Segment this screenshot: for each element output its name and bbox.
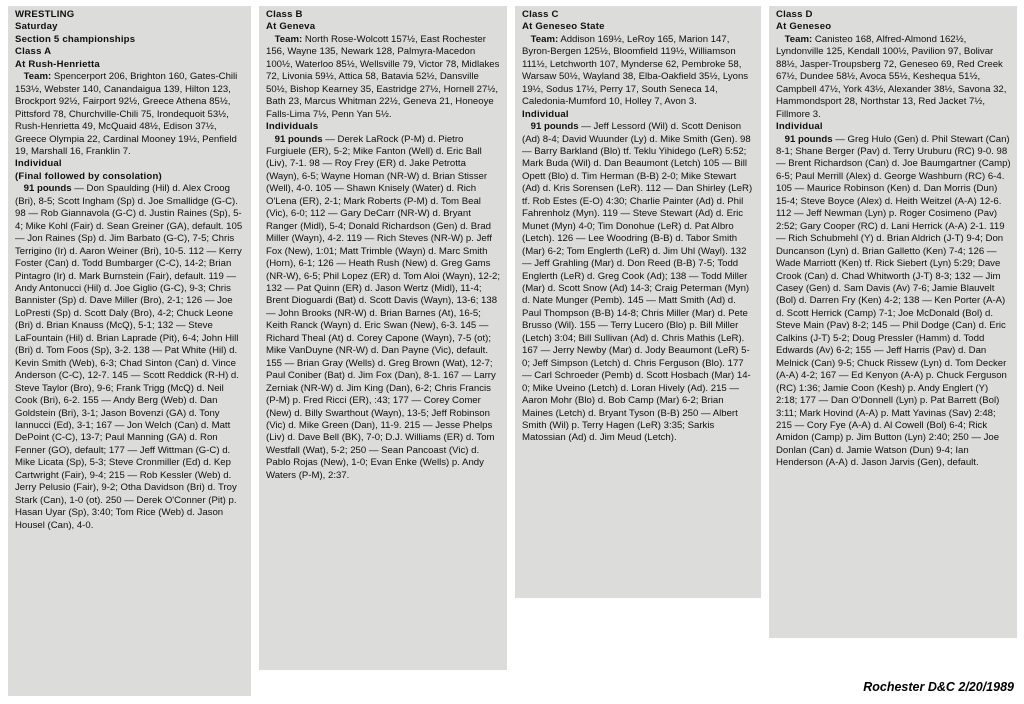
results-text: — Don Spaulding (Hil) d. Alex Croog (Bri), 8-5; Scott Ingham (Sp) d. Joe Smallidge (G-C). 98 — Rob Giannavola (G-C) d. Justin Raines (Sp), 5-4; Mike Kohl (Fair) d. Sean Greiner (GA), default. 105 — Jon Raines (Sp) d. Jim Barbato (G-C), 7-5; Chris Terrigino (Ir) d. Aaron Weiner (Bri), 10-5. 112 — Kerry Foster (Can) d. Todd Bumbarger (C-C), 14-2; Brian Pintagro (Ir) d. Mark Burnstein (Fair), default. 119 — Andy Antonucci (Hil) d. Joe Giglio (G-C), 9-3; Chris Bannister (Sp) d. Dave Miller (Bro), 2-1; 126 — Joe LoPresti (Sp) d. Scott Daly (Bro), 4-2; Chuck Leone (Bri) d. Brian Knauss (McQ), 5-1; 132 — Steve LaFountain (Hil) d. Brian Laprade (Pit), 6-4; John Hill (Bri) d. Tom Foos (Sp), 3-2. 138 — Pat White (Hil) d. Kevin Smith (Web), 6-3; Chad Sinton (Can) d. Vince Anderson (C-C), 12-7. 145 — Scott Reddick (R-H) d. Steve Taylor (Bro), 9-6; Frank Trigg (McQ) d. Neil Cook (Bri), 6-2. 155 — Andy Berg (Web) d. Dan Goldstein (Bri), 3-1; Jason Bovenzi (GA) d. Tony Iannucci (Ed), 3-1; 167 — Jon Welch (Can) d. Matt DePoint (C-C), 13-7; Paul Manning (GA) d. Ron Fenner (GO), default; 177 — Jeff Wittman (G-C) d. Mike Licata (Sp), 5-3; Steve Cronmiller (Ed) d. Kep Cartwright (Fair), 9-4; 215 — Rob Kessler (Web) d. Jerry Pelusio (Fair), 9-2; Otha Davidson (Bri) d. Troy Stark (Can), 1-0 (ot). 250 — Derek O'Conner (Pit) p. Hasan Uyar (Sp), 3:40; Tom Rice (Web) d. Jason Housel (Can), 4-0.	[15, 183, 243, 531]
clipping-class-b	[259, 6, 507, 670]
individual-results	[266, 134, 501, 483]
day-heading: Saturday	[15, 21, 58, 33]
team-scores: Spencerport 206, Brighton 160, Gates-Chili 153½, Webster 140, Canandaigua 139, Hilton 123, Brockport 92½, Fairport 92½, Greece Athena 85½, Pittsford 78, Churchville-Chili 75, Irondequoit 53½, Rush-Henrietta 49, McQuaid 48½, Edison 37½, Greece Olympia 22, Cardinal Mooney 19½, Penfield 19, Marshall 16, Franklin 7.	[15, 71, 238, 157]
clipping-class-d	[769, 6, 1017, 638]
individual-heading: Individual	[522, 108, 569, 120]
clipping-class-a	[8, 6, 251, 696]
venue-heading: At Geneseo State	[522, 21, 605, 33]
format-note: (Final followed by consolation)	[15, 170, 162, 182]
class-heading: Class B	[266, 9, 303, 20]
team-label: Team:	[530, 33, 559, 45]
section-heading: WRESTLING	[15, 9, 75, 20]
individual-results	[15, 183, 245, 532]
individual-heading: Individuals	[266, 121, 319, 133]
individual-heading: Individual	[15, 158, 62, 170]
class-heading: Class C	[522, 9, 559, 20]
individual-results	[776, 134, 1011, 470]
individual-results	[522, 121, 755, 445]
team-results	[15, 71, 245, 158]
source-credit: Rochester D&C 2/20/1989	[863, 680, 1014, 694]
team-scores: Canisteo 168, Alfred-Almond 162½, Lyndonville 125, Kendall 100½, Pavilion 97, Bolivar 88½, Jasper-Troupsberg 72, Geneseo 69, Red Creek 67½, Dundee 58½, Avoca 55½, Keshequa 51½, Campbell 47½, York 43½, Alexander 38½, Savona 32, Hammondsport 28, Northstar 13, Red Jacket 7½, Fillmore 3.	[776, 33, 1007, 120]
team-scores: North Rose-Wolcott 157½, East Rochester 156, Wayne 135, Newark 128, Palmyra-Macedon 100½, Waterloo 85½, Wellsville 79, Victor 78, Midlakes 72, Livonia 59½, Attica 58, Batavia 52½, Dansville 50½, Bishop Kearney 35, Eastridge 27½, Hornell 27½, Bath 23, Marcus Whitman 22½, Geneva 21, Honeoye Falls-Lima 7½, Penn Yan 5½.	[266, 33, 500, 120]
team-results	[522, 34, 755, 109]
class-heading: Class D	[776, 9, 813, 20]
results-text: — Derek LaRock (P-M) d. Pietro Furgiuele (ER), 5-2; Mike Fanton (Well) d. Eric Ball (Liv), 7-1. 98 — Roy Frey (ER) d. Jake Petrotta (Wayn), 6-5; Wayne Homan (NR-W) d. Brian Stisser (Well), 4-0. 105 — Shawn Knisely (Water) d. Rich O'Lena (ER), 2-1; Mark Roberts (P-M) d. Tom Beal (Vic), 6-0; 112 — Gary DeCarr (NR-W) d. Bryant Ranger (Midl), 5-4; Donald Richardson (Gen) d. Brad Miller (Wayn), 4-2. 119 — Rich Steves (NR-W) p. Jeff Fox (New), 1:01; Matt Trimble (Wayn) d. Marc Smith (Horn), 6-1; 126 — Heath Rush (New) d. Greg Gams (NR-W), 6-5; Phil Lopez (ER) d. Tom Aloi (Wayn), 12-2; 132 — Pat Quinn (ER) d. Jason Wertz (Midl), 11-4; Brent Dioguardi (Bat) d. Scott Davis (Wayn), 13-6; 138 — John Brooks (NR-W) d. Brian Barnes (At), 16-5; Keith Ranck (Wayn) d. Eric Swan (New), 6-3. 145 — Richard Theal (At) d. Corey Capone (Wayn), 7-5 (ot); Mike VanDuyne (NR-W) d. Dan Payne (Vic), default. 155 — Brian Gray (Wells) d. Greg Brown (Wat), 12-7; Paul Coniber (Bat) d. Jim Fox (Dan), 8-1. 167 — Larry Zerniak (NR-W) d. Jim King (Dan), 6-2; Chris Francis (P-M) p. Fred Ricci (ER), :43; 177 — Corey Comer (New) d. Billy Swarthout (Wayn), 13-5; Jeff Robinson (Vic) d. Mike Green (Dan), 11-9. 215 — Jesse Phelps (Liv) d. Dave Bell (BK), 7-0; D.J. Williams (ER) d. Tom Westfall (Wat), 5-2; 250 — Sean Pancoast (Vic) d. Pablo Rojas (New), 1-0; Evan Enke (Wells) p. Andy Waters (P-M), 2:37.	[266, 133, 501, 481]
first-weight-class: 91 pounds	[23, 183, 72, 195]
first-weight-class: 91 pounds	[784, 133, 833, 145]
first-weight-class: 91 pounds	[530, 121, 579, 133]
team-label: Team:	[23, 71, 52, 83]
team-label: Team:	[784, 33, 813, 45]
venue-heading: At Geneseo	[776, 21, 832, 33]
clipping-class-c	[515, 6, 761, 598]
results-text: — Greg Hulo (Gen) d. Phil Stewart (Can) 8-1; Shane Berger (Pav) d. Terry Uruburu (RC) 9-0. 98 — Brent Richardson (Can) d. Joe Baumgartner (Camp) 6-5; Paul Merrill (Alex) d. George Washburn (RC) 6-4. 105 — Maurice Robinson (Ken) d. Dan Morris (Dun) 15-4; Steve Boyce (Alex) d. Heith Weitzel (A-A) 12-6. 112 — Jeff Newman (Lyn) p. Roger Cosimeno (Pav) 2:52; Gary Cooper (RC) d. Lani Herrick (A-A) 2-1. 119 — Rich Schubmehl (Y) d. Brian Aldrich (J-T) 9-4; Don Duncanson (Lyn) d. Brian Galletto (Ken) 7-4; 126 — Wade Marriott (Ken) tf. Rick Siebert (Lyn) 5:29; Dave Crook (Can) d. Chad Whitworth (J-T) 8-3; 132 — Jim Casey (Gen) d. Sam Davis (Av) 7-6; Jamie Blauvelt (Bol) d. Darren Fry (Ken) 4-2; 138 — Ken Porter (A-A) d. Scott Herrick (Camp) 7-1; Joe McDonald (Bol) d. Steve Main (Pav) 8-2; 145 — Phil Dodge (Can) d. Eric Calkins (J-T) 5-2; Doug Pressler (Hamm) d. Todd Edwards (Av) 6-2; 155 — Jeff Harris (Pav) d. Dan Melnick (Can) 9-5; Chuck Rissew (Lyn) d. Tom Decker (A-A) 4-2; 167 — Ed Kenyon (A-A) p. Chuck Ferguson (RC) 1:36; Jamie Coon (Kesh) p. Andy Englert (Y) 2:18; 177 — Dan O'Donnell (Lyn) p. Pat Barrett (Bol) 3:11; Mark Hovind (A-A) p. Matt Yavinas (Sav) 2:48; 215 — Cory Fye (A-A) d. Al Cowell (Bol) 6-4; Rick Amidon (Camp) p. Jim Button (Lyn) 2:40; 250 — Joe Donlan (Can) d. Jamie Watson (Dun) 9-4; Ian Henderson (A-A) d. Jason Jarvis (Gen), default.	[776, 133, 1011, 469]
event-heading: Section 5 championships	[15, 33, 136, 45]
team-results	[776, 34, 1011, 121]
team-results	[266, 34, 501, 121]
team-scores: Addison 169½, LeRoy 165, Marion 147, Byron-Bergen 125½, Bloomfield 119½, Williamson 111½, Letchworth 107, Mynderse 62, Pembroke 58, Warsaw 50½, Wayland 38, Elba-Oakfield 35½, Lyons 19½, Sodus 17½, Perry 17, South Seneca 14, Caledonia-Mumford 10, Holley 7, Avon 3.	[522, 33, 749, 108]
individual-heading: Individual	[776, 121, 823, 133]
class-heading: Class A	[15, 46, 52, 58]
first-weight-class: 91 pounds	[274, 133, 323, 145]
venue-heading: At Rush-Henrietta	[15, 58, 100, 70]
venue-heading: At Geneva	[266, 21, 316, 33]
results-text: — Jeff Lessord (Wil) d. Scott Denison (Ad) 8-4; David Wuunder (Ly) d. Mike Smith (Gen). 98 — Barry Barkland (Blo) tf. Teklu Yihidego (LeR) 5:52; Mark Buda (Wil) d. Dan Beaumont (Letch) 105 — Bill Opett (Blo) d. Tim Herman (B-B) 2-0; Mike Stewart (Ad) d. Kris Sorensen (LeR). 112 — Dan Shirley (LeR) tf. Rob Estes (E-O) 4:30; Charlie Painter (Ad) d. Phil Fahrenholz (Myn). 119 — Steve Stewart (Ad) d. Eric Munet (Myn) 4-0; Tim Donohue (LeR) d. Pat Albro (Letch). 126 — Lee Woodring (B-B) d. Tabor Smith (Mar) 6-2; Tom Englerth (LeR) d. Jim Uhl (Wayl). 132 — Jeff Grahling (Mar) d. Don Reed (B-B) 7-5; Todd Englerth (LeR) d. Greg Cook (Ad); 138 — Todd Miller (Mar) d. Scott Snow (Ad) 14-3; Craig Peterman (Myn) d. Nate Munger (Pemb). 145 — Matt Smith (Ad) d. Paul Thompson (B-B) 14-8; Chris Miller (Mar) d. Pete Brusso (Wil). 155 — Terry Lucero (Blo) p. Bill Miller (Letch) 3:04; Bill Sullivan (Ad) d. Chris Mathis (LeR). 167 — Jerry Newby (Mar) d. Jody Beaumont (LeR) 5-0; Jeff Simpson (Letch) d. Chris Ferguson (Blo). 177 — Carl Schroeder (Pemb) d. Scott Hosbach (Mar) 14-0; Mike Uveino (Letch) d. Loran Hively (Ad). 215 — Aaron Mohr (Blo) d. Bob Camp (Mar) 6-2; Brian Maines (Letch) d. Bryant Tyson (B-B) 250 — Albert Smith (Wil) p. Terry Hagen (LeR) 3:35; Sarkis Matossian (Ad) d. Jim Meud (Letch).	[522, 121, 753, 444]
team-label: Team:	[274, 33, 303, 45]
